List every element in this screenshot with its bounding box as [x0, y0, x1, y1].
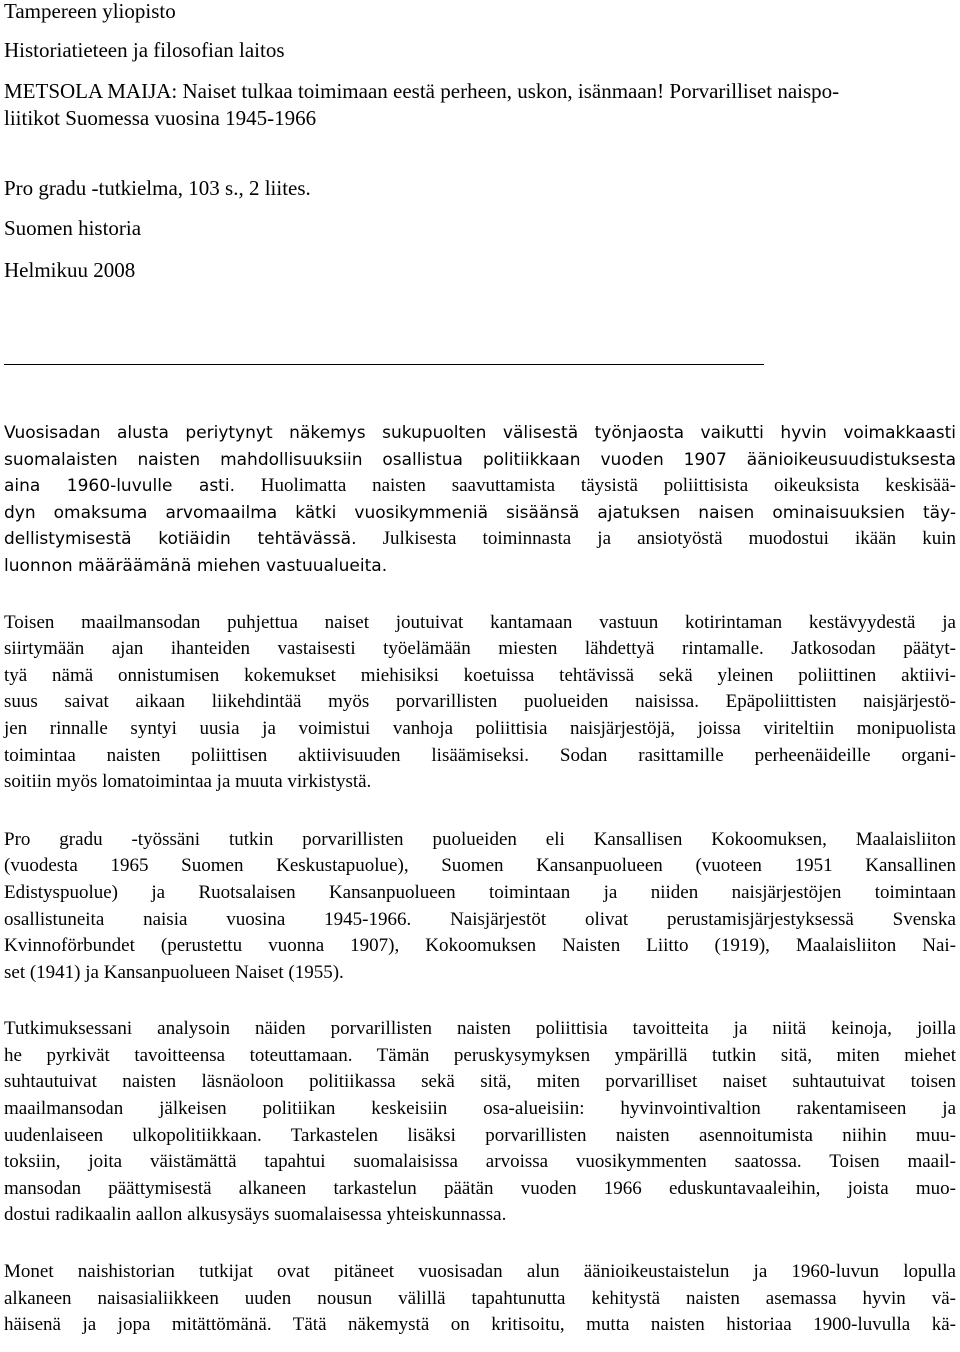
- text-line: [4, 500, 956, 527]
- text-line: [4, 553, 956, 580]
- text-line: häisenä ja jopa mitättömänä. Tätä näkemystä on kritisoitu, mutta naisten historiaa 1900-luvulla kä-: [4, 1314, 956, 1336]
- text-line: [4, 526, 956, 553]
- text-line: Pro gradu -työssäni tutkin porvarillisten puolueiden eli Kansallisen Kokoomuksen, Maalaisliiton: [4, 828, 956, 850]
- abstract-paragraph-1: [4, 420, 956, 580]
- text-run: Vuosisadan alusta periytynyt näkemys sukupuolten välisestä työnjaosta vaikutti hyvin voimakkaasti: [4, 423, 956, 443]
- text-line: toksiin, joita väistämättä tapahtui suomalaisissa arvoissa vuosikymmenten saatossa. Toisen maail-: [4, 1151, 956, 1173]
- text-line: jen rinnalle syntyi uusia ja voimistui vanhoja poliittisia naisjärjestöjä, joissa viriteltiin monipuolista: [4, 717, 956, 739]
- text-line: set (1941) ja Kansanpuolueen Naiset (1955).: [4, 961, 344, 983]
- thesis-title-line: liitikot Suomessa vuosina 1945-1966: [4, 106, 317, 130]
- text-line: osallistuneita naisia vuosina 1945-1966. Naisjärjestöt olivat perustamisjärjestyksessä Svenska: [4, 908, 956, 930]
- text-run: dellistymisestä kotiäidin tehtävässä.: [4, 529, 357, 550]
- thesis-info: Pro gradu -tutkielma, 103 s., 2 liites.: [4, 176, 311, 200]
- text-line: mansodan päättymisestä alkaneen tarkastelun päätän vuoden 1966 eduskuntavaaleihin, joista muo-: [4, 1177, 956, 1199]
- text-run: Huolimatta naisten saavuttamista täysistä poliittisista oikeuksista keskisää-: [234, 475, 956, 497]
- text-line: tyä nämä onnistumisen kokemukset miehisiksi koetuissa tehtävissä sekä yleinen poliittinen aktiivi-: [4, 664, 956, 686]
- thesis-title: [4, 78, 956, 132]
- text-line: siirtymään ajan ihanteiden vastaisesti työelämään miesten lähdettyä rintamalle. Jatkosodan päätyt-: [4, 638, 956, 660]
- text-line: dostui radikaalin aallon alkusysäys suomalaisessa yhteiskunnassa.: [4, 1204, 507, 1226]
- text-line: maailmansodan jälkeisen politiikan keskeisiin osa-alueisiin: hyvinvointivaltion rakentamiseen ja: [4, 1098, 956, 1120]
- department-name: Historiatieteen ja filosofian laitos: [4, 38, 285, 62]
- abstract-paragraph-2: [4, 610, 956, 796]
- horizontal-rule: [4, 364, 764, 365]
- text-line: toimintaa naisten poliittisen aktiivisuuden lisäämiseksi. Sodan rasittamille perheenäideille organi-: [4, 744, 956, 766]
- thesis-title-line: METSOLA MAIJA: Naiset tulkaa toimimaan eestä perheen, uskon, isänmaan! Porvarilliset naispo-: [4, 79, 840, 103]
- university-name: Tampereen yliopisto: [4, 0, 176, 23]
- text-line: alkaneen naisasialiikkeen uuden nousun välillä tapahtunutta kehitystä naisten asemassa hyvin vä-: [4, 1287, 956, 1309]
- text-run: dyn omaksuma arvomaailma kätki vuosikymmeniä sisäänsä ajatuksen naisen ominaisuuksien täy-: [4, 502, 956, 523]
- text-line: (vuodesta 1965 Suomen Keskustapuolue), Suomen Kansanpuolueen (vuoteen 1951 Kansallinen: [4, 855, 956, 877]
- text-run: Julkisesta toiminnasta ja ansiotyöstä muodostui ikään kuin: [356, 528, 956, 550]
- text-run: suomalaisten naisten mahdollisuuksiin osallistua politiikkaan vuoden 1907 äänioikeusuudistuksesta: [4, 449, 956, 470]
- text-line: uudenlaiseen ulkopolitiikkaan. Tarkastelen lisäksi porvarillisten naisten asennoitumista niihin muu-: [4, 1124, 956, 1146]
- abstract-paragraph-4: [4, 1016, 956, 1229]
- text-run: aina 1960-luvulle asti.: [4, 476, 235, 497]
- date: Helmikuu 2008: [4, 258, 136, 282]
- text-line: [4, 420, 956, 447]
- abstract-body: [4, 420, 956, 1339]
- subject: Suomen historia: [4, 216, 142, 240]
- text-line: he pyrkivät tavoitteensa toteuttamaan. Tämän peruskysymyksen ympärillä tutkin sitä, miten miehet: [4, 1044, 956, 1066]
- text-line: Tutkimuksessani analysoin näiden porvarillisten naisten poliittisia tavoitteita ja niitä keinoja, joilla: [4, 1018, 956, 1040]
- text-line: [4, 473, 956, 500]
- text-line: Kvinnoförbundet (perustettu vuonna 1907), Kokoomuksen Naisten Liitto (1919), Maalaisliiton Nai-: [4, 935, 956, 957]
- text-line: soitiin myös lomatoimintaa ja muuta virkistystä.: [4, 771, 372, 793]
- text-line: Toisen maailmansodan puhjettua naiset joutuivat kantamaan vastuun kotirintaman kestävyydestä ja: [4, 611, 956, 633]
- abstract-paragraph-3: [4, 827, 956, 987]
- text-line: Monet naishistorian tutkijat ovat pitäneet vuosisadan alun äänioikeustaistelun ja 1960-luvun lopulla: [4, 1261, 956, 1283]
- text-line: suus saivat aikaan liikehdintää myös porvarillisten puolueiden naisissa. Epäpoliittisten naisjärjestö-: [4, 691, 956, 713]
- text-line: Edistyspuolue) ja Ruotsalaisen Kansanpuolueen toimintaan ja niiden naisjärjestöjen toimintaan: [4, 881, 956, 903]
- abstract-paragraph-5: [4, 1259, 956, 1339]
- text-run: luonnon määräämänä miehen vastuualueita.: [4, 555, 388, 576]
- text-line: [4, 447, 956, 474]
- text-line: suhtautuivat naisten läsnäoloon politiikassa sekä sitä, miten porvarilliset naiset suhtautuivat toisen: [4, 1071, 956, 1093]
